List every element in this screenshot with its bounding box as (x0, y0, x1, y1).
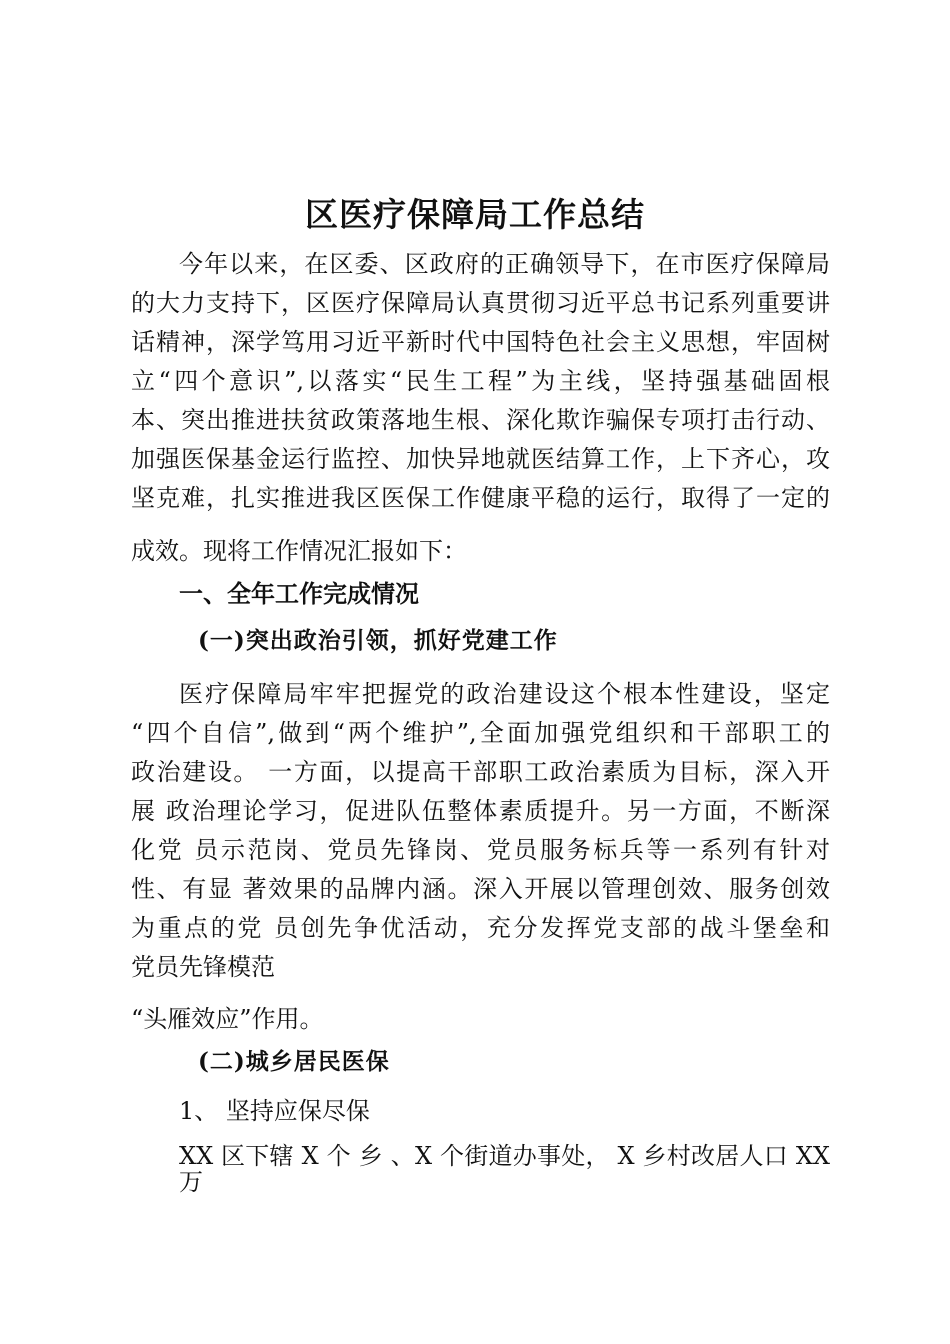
intro-line-5: 本、突出推进扶贫政策落地生根、深化欺诈骗保专项打击行动、 (131, 406, 830, 434)
party-line-9: “头雁效应”作用。 (131, 1005, 324, 1033)
party-line-8: 党员先锋模范 (131, 953, 275, 981)
party-line-3: 政治建设。 一方面，以提高干部职工政治素质为目标，深入开 (131, 758, 830, 786)
item1-line-1: XX 区下辖 X 个 乡 、X 个街道办事处， X 乡村改居人口 XX (179, 1142, 830, 1170)
item1-line-2: 万 (179, 1168, 203, 1196)
subsection-heading-2: (二)城乡居民医保 (198, 1048, 390, 1075)
subsection-heading-1: (一)突出政治引领，抓好党建工作 (198, 627, 558, 654)
intro-line-1: 今年以来，在区委、区政府的正确领导下，在市医疗保障局 (179, 250, 830, 278)
party-line-7: 为重点的党 员创先争优活动，充分发挥党支部的战斗堡垒和 (131, 914, 830, 942)
section-heading-1: 一、全年工作完成情况 (179, 580, 419, 608)
intro-line-6: 加强医保基金运行监控、加快异地就医结算工作，上下齐心，攻 (131, 445, 830, 473)
party-line-4: 展 政治理论学习，促进队伍整体素质提升。另一方面，不断深 (131, 797, 830, 825)
party-line-1: 医疗保障局牢牢把握党的政治建设这个根本性建设，坚定 (179, 680, 830, 708)
intro-line-2: 的大力支持下，区医疗保障局认真贯彻习近平总书记系列重要讲 (131, 289, 830, 317)
intro-line-4: 立“四个意识”,以落实“民生工程”为主线，坚持强基础固根 (131, 367, 830, 395)
intro-line-8: 成效。现将工作情况汇报如下： (131, 537, 467, 565)
intro-line-3: 话精神，深学笃用习近平新时代中国特色社会主义思想，牢固树 (131, 328, 830, 356)
party-line-5: 化党 员示范岗、党员先锋岗、党员服务标兵等一系列有针对 (131, 836, 830, 864)
item-heading-1: 1、 坚持应保尽保 (179, 1097, 370, 1125)
intro-line-7: 坚克难，扎实推进我区医保工作健康平稳的运行，取得了一定的 (131, 484, 830, 512)
party-line-6: 性、有显 著效果的品牌内涵。深入开展以管理创效、服务创效 (131, 875, 830, 903)
document-title: 区医疗保障局工作总结 (305, 195, 645, 234)
party-line-2: “四个自信”,做到“两个维护”,全面加强党组织和干部职工的 (131, 719, 830, 747)
